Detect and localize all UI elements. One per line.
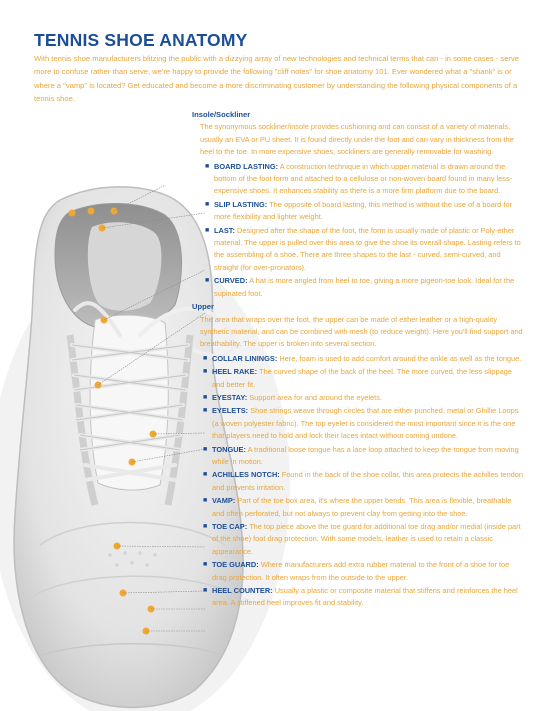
bullet-icon: ■ [205,200,210,208]
term-text: A traditional loose tongue has a lace loop attached to keep the tongue from moving while in motion. [212,444,519,466]
bullet-icon: ■ [203,497,208,505]
insole-heading: Insole/Sockliner [192,110,251,119]
insole-list [192,161,524,300]
term-label: BOARD LASTING: [214,161,279,171]
upper-heading: Upper [192,302,214,312]
term-text: A hat is more angled from heel to toe, giving a more pigeon-toe look. Ideal for the supinated foot. [214,276,515,298]
list-item [192,161,524,198]
term-text: Support area for and around the eyelets. [247,392,382,402]
bullet-icon: ■ [205,277,210,285]
term-text: The curved shape of the back of the heel. The more curved, the less slippage and better fit. [212,367,512,389]
list-item [192,559,524,584]
term-label: CURVED: [214,276,248,286]
bullet-icon: ■ [203,393,208,401]
bullet-icon: ■ [203,523,208,530]
term-label: COLLAR LININGS: [212,353,278,363]
term-label: TOE CAP: [212,522,248,531]
list-item [192,353,524,365]
term-text: Here, foam is used to add comfort around the ankle as well as the tongue. [277,353,522,363]
intro-paragraph: With tennis shoe manufacturers blitzing the public with a dizzying array of new technologies and technical terms that can - in some cases - serve more to confuse rather than serve, we're happy to provide the following "cliff notes" for shoe anatomy 101. Ever wondered what a "shank" is or where a "vamp" is located? Get educated and become a more discriminating customer by understanding the following physical components of a tennis shoe. [34,54,519,104]
term-label: ACHILLES NOTCH: [212,470,280,480]
term-label: LAST: [214,225,235,235]
term-text: Designed after the shape of the foot, the form is usually made of plastic or Poly-ether material. The upper is pulled over this area to give the shoe its overall shape. Lasting refers to the assembling of a shoe. There are three shapes to the last - curved, semi-curved, and straight (for over-pronators). [214,225,521,272]
bullet-icon: ■ [203,407,208,415]
term-label: TOE GUARD: [212,560,259,570]
list-item [192,225,524,275]
term-text: Usually a plastic or composite material that stiffens and reinforces the heel area. A stiffened heel improves fit and stability. [212,586,518,608]
upper-description: The area that wraps over the foot, the upper can be made of either leather or a high-quality synthetic material, and can be combined with mesh (to reduce weight). Here you'll find support and breathability. The upper is broken into several section. [200,314,523,349]
bullet-icon: ■ [203,561,208,569]
anatomy-content [192,109,524,611]
term-label: EYESTAY: [212,392,248,402]
list-item [192,495,524,520]
bullet-icon: ■ [203,471,208,479]
list-item [192,405,524,442]
term-text: The opposite of board lasting, this method is without the use of a board for more flexibility and lighter weight. [214,199,512,222]
bullet-icon: ■ [205,226,210,234]
bullet-icon: ■ [203,368,208,376]
list-item [192,366,524,391]
term-text: Found in the back of the shoe collar, this area protects the achilles tendon and prevents irritation. [212,470,523,492]
term-text: Shoe strings weave through circles that are either punched, metal or Ghillie Loops (a woven polyester fabric). The top eyelet is considered the most important since it is the one that players need to hold and lock their laces intact without coming undone. [212,406,519,441]
list-item [192,585,524,610]
list-item [192,199,524,224]
bullet-icon: ■ [203,354,208,362]
upper-list [192,353,524,610]
list-item [192,392,524,404]
bullet-icon: ■ [205,162,210,170]
list-item [192,444,524,469]
insole-description: The synonymous sockliner/insole provides cushioning and can consist of a variety of materials, usually an EVA or PU sheet. It is found directly under the foot and can vary in thickness from the heel to the toe. In more expensive shoes, sockliners are generally removable for washing. [200,122,514,157]
term-label: EYELETS: [212,406,249,416]
bullet-icon: ■ [203,445,208,453]
bullet-icon: ■ [203,587,208,595]
list-item [192,275,524,300]
list-item [192,521,524,558]
term-text: Where manufacturers add extra rubber material to the front of a shoe for toe drag protection. It often wraps from the outside to the upper. [212,560,510,582]
term-label: HEEL COUNTER: [212,586,273,596]
term-label: TONGUE: [212,444,246,454]
insole-visible [88,222,162,311]
page-title: TENNIS SHOE ANATOMY [34,30,248,50]
list-item [192,469,524,494]
term-text: The top piece above the toe guard for additional toe drag and/or medial (inside part of the shoe) foot drag protection. With some models, leather is used to retain a classic appearance. [212,522,521,556]
term-label: HEEL RAKE: [212,367,258,377]
term-text: Part of the toe box area, it's where the upper bends. This area is flexible, breathable and often perforated, but not always to prevent clay from getting into the shoe. [212,496,512,518]
term-label: SLIP LASTING: [214,199,268,209]
term-label: VAMP: [212,496,236,506]
term-text: A construction technique in which upper material is drawn around the bottom of the foot form and attached to a cellulose or non-woven board found in many less-expensive shoes. It enhances stability as there is a more firm platform due to the board. [214,161,513,196]
